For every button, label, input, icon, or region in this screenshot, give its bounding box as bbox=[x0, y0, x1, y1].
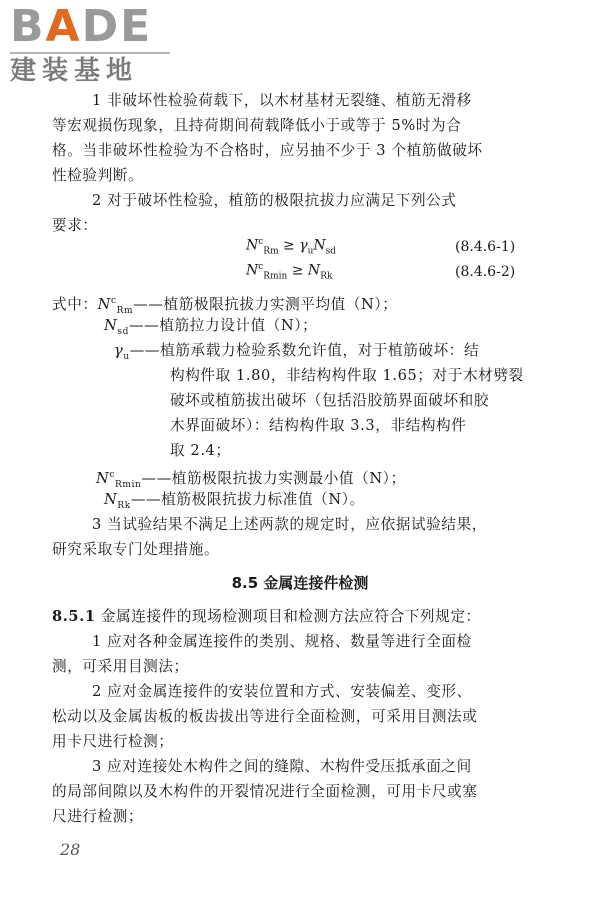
clause-item1-line1: 1 应对各种金属连接件的类别、规格、数量等进行全面检 bbox=[92, 633, 472, 650]
para1-line2: 等宏观损伤现象，且持荷期间荷载降低小于或等于 5%时为合 bbox=[52, 117, 462, 134]
logo-divider bbox=[10, 52, 170, 54]
clause-item3-line1: 3 应对连接处木构件之间的缝隙、木构件受压抵承面之间 bbox=[92, 758, 472, 775]
definition-nrk: $N_{Rk}——$植筋极限抗拔力标准值（N）。 bbox=[104, 491, 365, 511]
clause-item1-line2: 测，可采用目测法； bbox=[52, 658, 189, 675]
definition-gamma-line5: 取 2.4； bbox=[170, 442, 231, 459]
page-number: 28 bbox=[60, 840, 81, 859]
clause-item2-line1: 2 应对金属连接件的安装位置和方式、安装偏差、变形、 bbox=[92, 683, 472, 700]
equation-number-2: (8.4.6-2) bbox=[455, 264, 516, 280]
definition-nsd: $N_{sd}——$植筋拉力设计值（N）； bbox=[104, 317, 318, 337]
clause-item2-line3: 用卡尺进行检测； bbox=[52, 733, 174, 750]
logo-chinese-name: 建装基地 bbox=[10, 56, 139, 86]
para3-line2: 研究采取专门处理措施。 bbox=[52, 541, 220, 558]
definition-gamma: $\gamma_u——$植筋承载力检验系数允许值，对于植筋破坏：结 bbox=[114, 342, 480, 362]
definition-nrm: 式中：$N^c_{Rm}——$植筋极限抗拔力实测平均值（N）； bbox=[52, 295, 398, 316]
section-heading-8-5: 8.5 金属连接件检测 bbox=[231, 574, 369, 592]
clause-item3-line3: 尺进行检测； bbox=[52, 808, 144, 825]
definition-gamma-line4: 木界面破坏）：结构构件取 3.3，非结构构件 bbox=[170, 417, 467, 434]
para1-line4: 性检验判断。 bbox=[52, 167, 144, 184]
para1-line1: 1 非破坏性检验荷载下，以木材基材无裂缝、植筋无滑移 bbox=[92, 92, 472, 109]
definition-gamma-line3: 破坏或植筋拔出破坏（包括沿胶筋界面破坏和胶 bbox=[170, 392, 490, 409]
equation-8-4-6-2: $N^c_{Rmin} \ge N_{Rk}$ bbox=[246, 262, 333, 282]
clause-item2-line2: 松动以及金属齿板的板齿拔出等进行全面检测，可采用目测法或 bbox=[52, 708, 478, 725]
definition-gamma-line2: 构构件取 1.80，非结构构件取 1.65；对于木材劈裂 bbox=[170, 367, 524, 384]
bade-logo bbox=[10, 1, 178, 86]
equation-8-4-6-1: $N^c_{Rm} \ge \gamma_uN_{sd}$ bbox=[246, 237, 337, 257]
para1-line3: 格。当非破坏性检验为不合格时，应另抽不少于 3 个植筋做破坏 bbox=[52, 142, 483, 159]
clause-8-5-1: 8.5.1 金属连接件的现场检测项目和检测方法应符合下列规定： bbox=[52, 608, 481, 625]
logo-wordmark: BADE bbox=[10, 1, 153, 52]
clause-item3-line2: 的局部间隙以及木构件的开裂情况进行全面检测，可用卡尺或塞 bbox=[52, 783, 478, 800]
para2-line1: 2 对于破坏性检验，植筋的极限抗拔力应满足下列公式 bbox=[92, 192, 457, 209]
equation-number-1: (8.4.6-1) bbox=[455, 239, 516, 255]
para3-line1: 3 当试验结果不满足上述两款的规定时，应依据试验结果， bbox=[92, 516, 487, 533]
definition-nrmin: $N^c_{Rmin}——$植筋极限抗拔力实测最小值（N）； bbox=[96, 469, 406, 490]
para2-line2: 要求： bbox=[52, 217, 98, 234]
